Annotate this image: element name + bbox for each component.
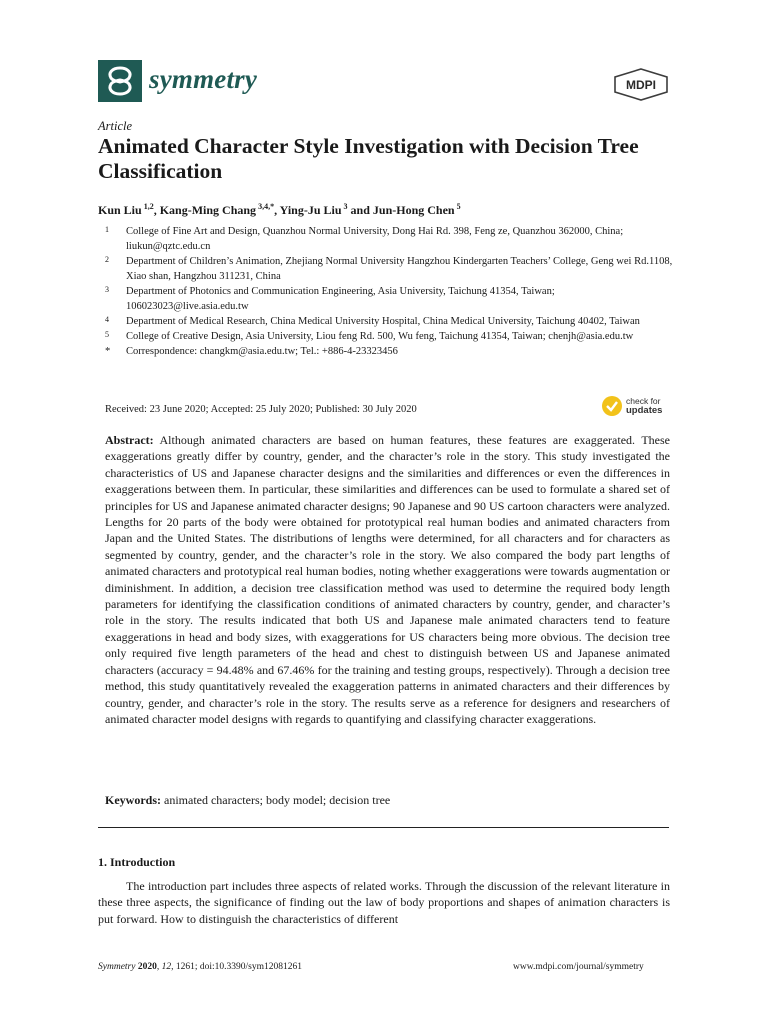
affiliation-text: College of Creative Design, Asia University, Liou feng Rd. 500, Wu feng, Taichung 41354, Taiwan; chenjh@asia.edu.tw	[126, 331, 634, 342]
mdpi-logo-icon	[613, 68, 669, 101]
affiliation-text: Department of Medical Research, China Medical University Hospital, China Medical University, Taichung 40402, Taiwan	[126, 316, 640, 327]
author-name: Ying-Ju Liu	[279, 203, 342, 217]
abstract	[105, 432, 670, 727]
keywords-label: Keywords:	[105, 793, 161, 807]
introduction-paragraph: The introduction part includes three aspects of related works. Through the discussion of the relevant literature in these three aspects, the significance of finding out the law of body proportions and shapes of animation characters is put forward. How to distinguish the characteristics of different	[98, 879, 670, 926]
keywords-text: animated characters; body model; decision tree	[164, 793, 391, 807]
check-for-updates-badge[interactable]	[600, 395, 680, 419]
affiliation-item	[105, 314, 675, 329]
check-updates-icon	[602, 396, 622, 416]
affiliation-number: 1	[105, 225, 109, 234]
journal-name: symmetry	[149, 64, 258, 94]
affiliation-item	[105, 284, 675, 314]
article-title: Animated Character Style Investigation with Decision Tree Classification	[98, 134, 639, 183]
affiliation-item	[105, 224, 675, 254]
affiliation-list	[105, 224, 675, 359]
affiliation-text: Correspondence: changkm@asia.edu.tw; Tel.: +886-4-23323456	[126, 346, 398, 357]
affiliation-number: 3	[105, 285, 109, 294]
divider	[98, 827, 669, 828]
affiliation-number: 5	[105, 330, 109, 339]
footer-journal: Symmetry	[98, 962, 136, 972]
footer-volume: 12	[161, 962, 172, 972]
affiliation-number: *	[105, 346, 111, 357]
footer-year: 2020	[137, 962, 157, 972]
author-affiliation-marker: 1,2	[141, 202, 154, 211]
author-name: Jun-Hong Chen	[372, 203, 455, 217]
affiliation-text: Department of Children’s Animation, Zhejiang Normal University Hangzhou Kindergarten Teachers’ College, Geng wei Rd.1108, Xiao shan, Hangzhou 311231, China	[126, 256, 673, 282]
article-type: Article	[98, 119, 133, 133]
keywords	[105, 793, 390, 808]
author-name: Kang-Ming Chang	[159, 203, 257, 217]
affiliation-item	[105, 254, 675, 284]
section-heading: 1. Introduction	[98, 855, 176, 869]
check-updates-line2: updates	[626, 405, 663, 416]
journal-url-link[interactable]: www.mdpi.com/journal/symmetry	[513, 962, 644, 972]
affiliation-item	[105, 344, 675, 359]
publisher-name: MDPI	[626, 78, 656, 92]
author-affiliation-marker: 3	[341, 202, 348, 211]
author-name: Kun Liu	[98, 203, 142, 217]
abstract-label: Abstract:	[105, 433, 154, 447]
publication-dates: Received: 23 June 2020; Accepted: 25 July 2020; Published: 30 July 2020	[105, 404, 417, 415]
affiliation-text: Department of Photonics and Communication Engineering, Asia University, Taichung 41354, Taiwan; 106023023@live.asia.edu.tw	[126, 286, 555, 312]
author-affiliation-marker: 5	[454, 202, 461, 211]
affiliation-number: 4	[105, 315, 109, 324]
footer-doi: , 1261; doi:10.3390/sym12081261	[171, 962, 302, 972]
author-list: Kun Liu $^{1,2}$, Kang-Ming Chang $^{3,4,*}$, Ying-Ju Liu $^3$ and Jun-Hong Chen $^5$	[98, 202, 461, 217]
affiliation-text: College of Fine Art and Design, Quanzhou Normal University, Dong Hai Rd. 398, Feng ze, Quanzhou 362000, China; liukun@qztc.edu.cn	[126, 226, 624, 252]
abstract-text: Although animated characters are based on human features, these features are exaggerated. These exaggerations greatly differ by country, gender, and the character’s role in the story. This study investigated the characteristics of US and Japanese character designs and the similarities and differences or even the differences in exaggerations between them. In particular, these similarities and differences can be used to formulate a shared set of principles for US and Japanese animated character designs; 90 Japanese and 90 US cartoon characters were analyzed. Lengths for 20 parts of the body were obtained for prototypical real human bodies and animated characters from Japan and the United States. The distributions of lengths were determined, for all characters and for characters as segmented by country, gender, and the character’s role in the story. We also compared the body part lengths of animated characters and prototypical real human bodies, noting whether exaggerations were towards augmentation or diminishment. In addition, a decision tree classification method was used to determine the required body length parameters for identifying the classification conditions of animated characters by country, gender, and character’s role in the story. The results indicated that both US and Japanese male animated characters tend to feature exaggerations in head and body sizes, with exaggerations for US characters being more obvious. The decision tree only required five length parameters of the head and chest to distinguish between US and Japanese animated characters (accuracy = 94.48% and 67.46% for the training and testing groups, respectively). Through a decision tree method, this study quantitatively revealed the exaggeration patterns in animated characters and their differences by country, gender, and character’s role in the story. The results serve as a reference for designers and researchers of animated character model designs with regards to quantifying and classifying character exaggerations.	[105, 433, 670, 726]
check-updates-line1: check for	[626, 396, 661, 406]
citation-footer: Symmetry 2020, 12, 1261; doi:10.3390/sym12081261	[98, 962, 302, 972]
affiliation-item	[105, 329, 675, 344]
journal-logo-icon	[98, 60, 142, 102]
author-affiliation-marker: 3,4,*	[256, 202, 275, 211]
affiliation-number: 2	[105, 255, 109, 264]
